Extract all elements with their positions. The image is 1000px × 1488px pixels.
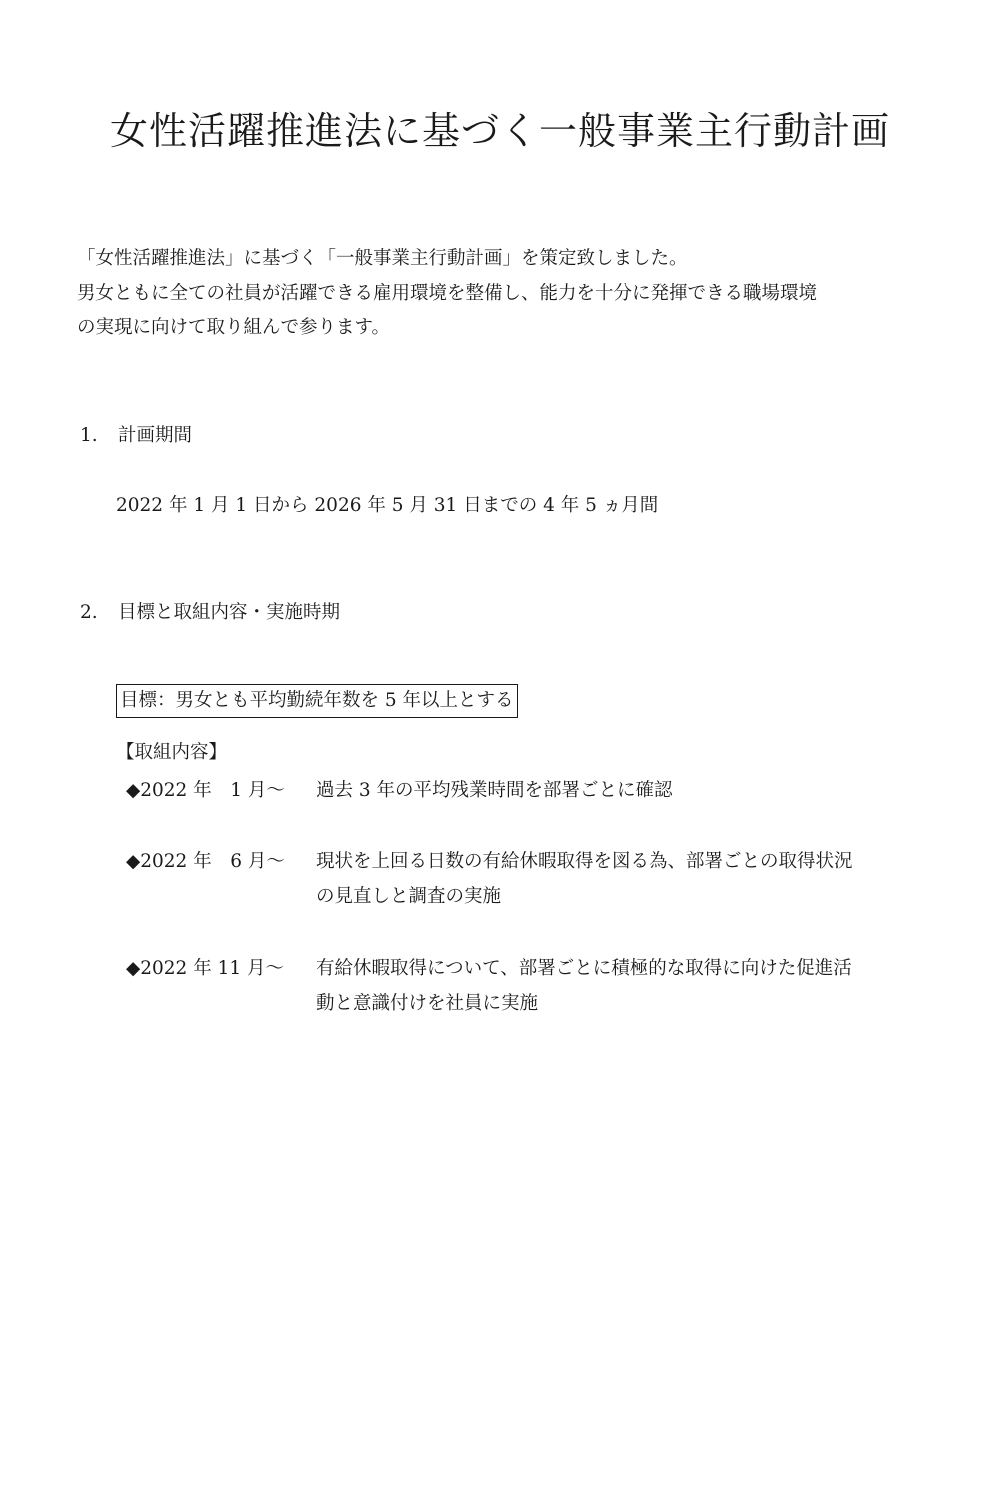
intro-paragraph bbox=[77, 242, 937, 346]
action-item-1 bbox=[126, 773, 926, 808]
document-title: 女性活躍推進法に基づく一般事業主行動計画 bbox=[109, 109, 890, 153]
intro-line-1: 「女性活躍推進法」に基づく「一般事業主行動計画」を策定致しました。 bbox=[77, 248, 688, 269]
section-2-title: 目標と取組内容・実施時期 bbox=[118, 602, 341, 623]
goal-box: 目標：男女とも平均勤続年数を 5 年以上とする bbox=[116, 684, 518, 718]
action-date-2: ◆2022 年 6 月～ bbox=[126, 851, 285, 872]
intro-line-3: の実現に向けて取り組んで参ります。 bbox=[77, 317, 391, 338]
plan-period: 2022 年 1 月 1 日から 2026 年 5 月 31 日までの 4 年 5 ヵ月間 bbox=[116, 495, 659, 516]
action-desc-2-line-1: 現状を上回る日数の有給休暇取得を図る為、部署ごとの取得状況 bbox=[316, 851, 853, 872]
action-desc-3-line-2: 動と意識付けを社員に実施 bbox=[316, 993, 539, 1014]
section-1-heading bbox=[80, 422, 192, 450]
section-2-number: 2. bbox=[80, 602, 98, 623]
section-2-heading bbox=[80, 599, 340, 627]
action-item-2 bbox=[126, 844, 926, 914]
actions-label: 【取組内容】 bbox=[116, 742, 228, 763]
section-1-number: 1. bbox=[80, 425, 98, 446]
action-desc-2-line-2: の見直しと調査の実施 bbox=[316, 886, 502, 907]
action-desc-3-line-1: 有給休暇取得について、部署ごとに積極的な取得に向けた促進活 bbox=[316, 958, 852, 979]
action-item-3 bbox=[126, 951, 926, 1021]
intro-line-2: 男女ともに全ての社員が活躍できる雇用環境を整備し、能力を十分に発揮できる職場環境 bbox=[77, 282, 818, 304]
action-date-3: ◆2022 年 11 月～ bbox=[126, 958, 284, 979]
section-1-title: 計画期間 bbox=[118, 425, 193, 446]
action-date-1: ◆2022 年 1 月～ bbox=[126, 780, 285, 801]
action-desc-1-line-1: 過去 3 年の平均残業時間を部署ごとに確認 bbox=[316, 780, 673, 801]
